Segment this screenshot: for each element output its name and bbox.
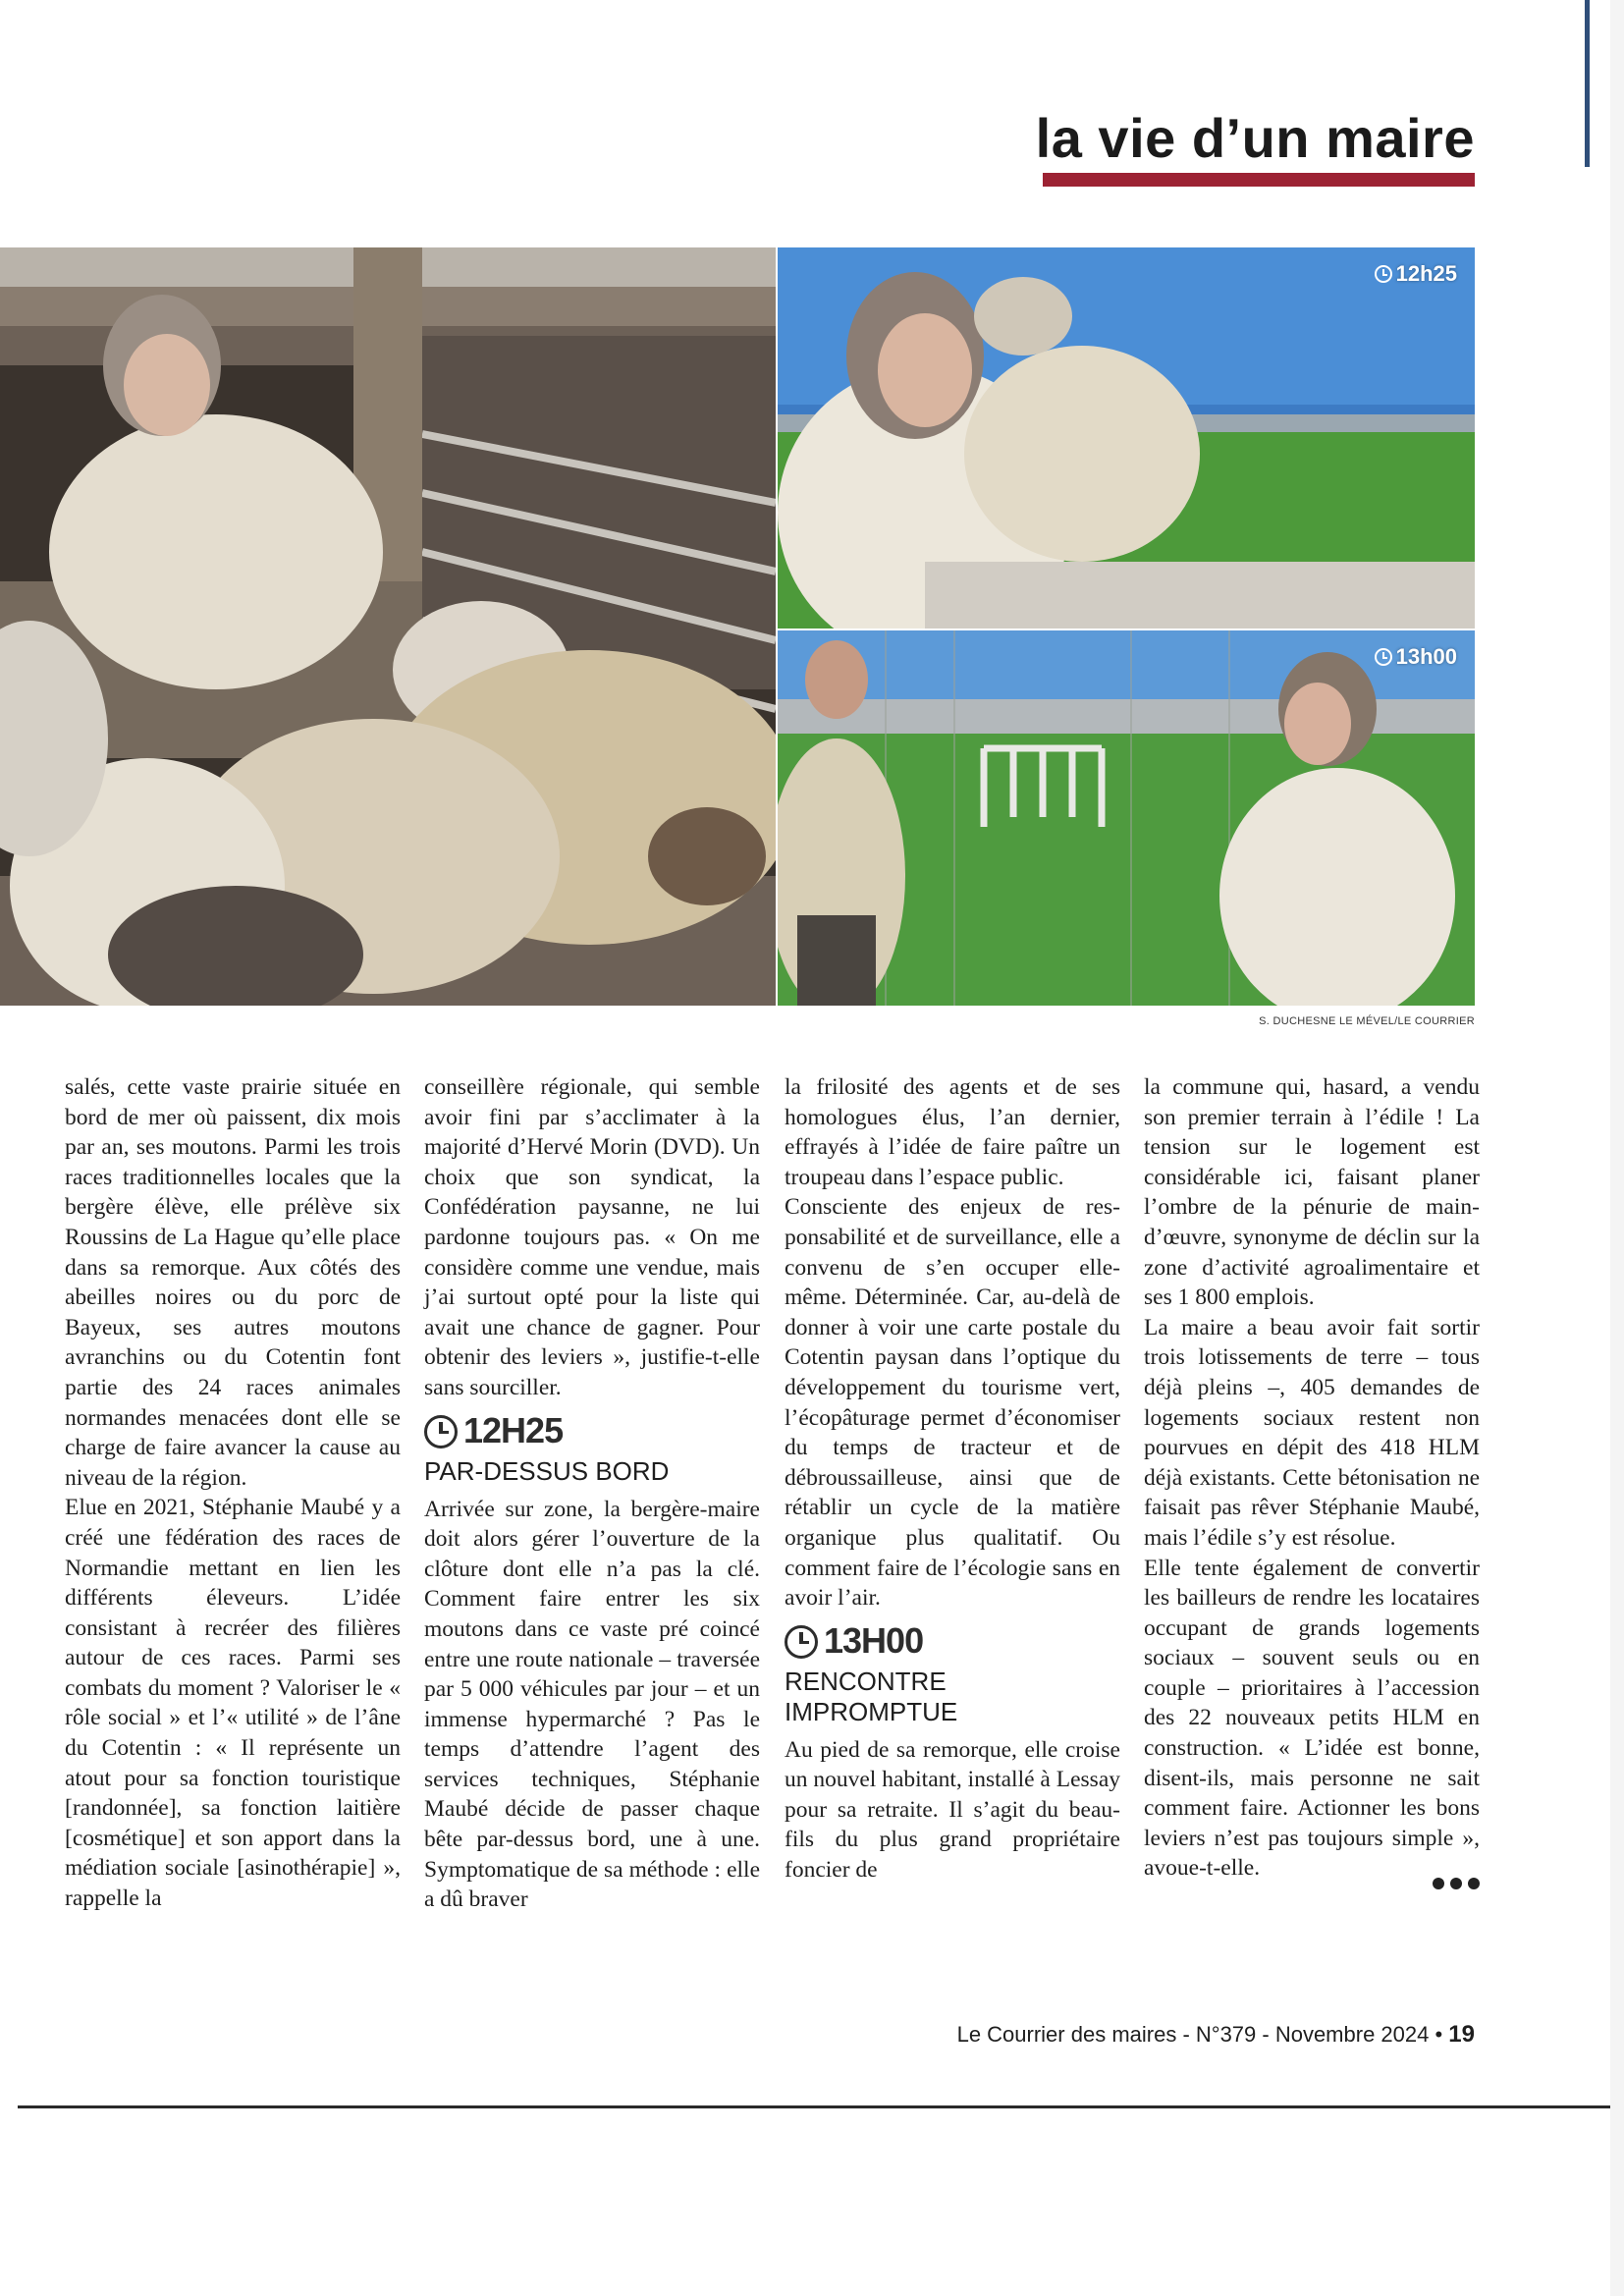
paragraph: la commune qui, hasard, a vendu son premier terrain à l’édile ! La tension sur le logement est considérable ici, faisant planer l’ombre de la pénurie de main-d’œuvre, synonyme de déclin sur la zone d’activité agroalimentaire et ses 1 800 emplois. — [1144, 1074, 1480, 1311]
photo-credit: S. DUCHESNE LE MÉVEL/LE COURRIER — [1259, 1015, 1475, 1027]
paragraph: Elle tente également de convertir les bailleurs de rendre les locataires occupant de grands logements sociaux – souvent seuls ou en couple – prioritaires à l’accession des 22 nouveaux petits HLM en construction. « L’idée est bonne, disent-ils, mais personne ne sait comment faire. Actionner les bons leviers n’est pas toujours simple », avoue-t-elle. — [1144, 1555, 1480, 1882]
subheading: PAR-DESSUS BORD — [424, 1455, 670, 1486]
page-edge-shadow — [1610, 0, 1624, 2296]
paragraph: la frilosité des agents et de ses homologues élus, l’an dernier, effrayés à l’idée de faire paître un troupeau dans l’espace public. — [785, 1074, 1120, 1190]
paragraph: conseillère régionale, qui semble avoir fini par s’acclimater à la majorité d’Hervé Morin (DVD). Un choix que son syndicat, la Confédération paysanne, ne lui pardonne toujours pas. « On me considère comme une vendue, mais j’ai surtout opté pour la liste qui avait une chance de gagner. Pour obtenir des leviers », justifie-t-elle sans sourciller. — [424, 1074, 760, 1400]
photo-meeting-resident — [778, 630, 1475, 1006]
paragraph: salés, cette vaste prairie située en bord de mer où paissent, dix mois par an, ses moutons. Parmi les trois races traditionnelles locales que la bergère élève, elle prélève six Roussins de La Hague qu’elle place dans sa remorque. Aux côtés des abeilles noires ou du porc de Bayeux, ses autres moutons avranchins ou du Cotentin font partie des 24 races animales normandes menacées dont elle se charge de faire avancer la cause au niveau de la région. — [65, 1074, 401, 1491]
article-column-4 — [1144, 1072, 1480, 1889]
footer-publication: Le Courrier des maires - N°379 - Novembre 2024 • — [956, 2022, 1443, 2047]
photo-lifting-sheep — [778, 247, 1475, 629]
page-edge-blue-line — [1585, 0, 1590, 167]
clock-icon — [1375, 648, 1392, 666]
subheading: RENCONTRE IMPROMPTUE — [785, 1666, 958, 1726]
page-footer — [957, 2021, 1475, 2049]
clock-icon — [424, 1415, 458, 1449]
clock-icon — [785, 1625, 818, 1659]
paragraph: Elue en 2021, Stéphanie Maubé y a créé une fédération des races de Normandie mettant en lien les différents éleveurs. L’idée consistant à recréer des filières autour de ces races. Parmi ses combats du moment ? Valoriser le « rôle social » et l’« utilité » de l’âne du Cotentin : « Il représente un atout pour sa fonction touristique [randonnée], sa fonction laitière [cosmétique] et son apport dans la médiation sociale [asinothérapie] », rappelle la — [65, 1495, 401, 1912]
article-column-2 — [424, 1072, 760, 1915]
time-badge-12h25: 12h25 — [1375, 261, 1457, 287]
time-badge-13h00: 13h00 — [1375, 644, 1457, 670]
section-title-rule — [1043, 173, 1475, 187]
paragraph: La maire a beau avoir fait sortir trois lotissements de terre – tous déjà pleins –, 405 demandes de logements sociaux restent non pourvues en dépit des 418 HLM déjà existants. Cette bétonisation ne faisait pas rêver Stéphanie Maubé, mais l’édile s’y est résolue. — [1144, 1314, 1480, 1551]
page-bottom-edge — [18, 2105, 1610, 2108]
article-column-1 — [65, 1072, 401, 1914]
hour-heading-13h00: 13H00 — [785, 1625, 1120, 1659]
article-column-3 — [785, 1072, 1120, 1886]
clock-icon — [1375, 265, 1392, 283]
section-title: la vie d’un maire — [1035, 107, 1475, 169]
paragraph: Consciente des enjeux de responsabilité et de surveillance, elle a convenu de s’en occuper elle-même. Déterminée. Car, au-delà de donner à voir une carte postale du Cotentin paysan dans l’optique du développement du tourisme vert, l’écopâturage permet d’économiser du temps de tracteur et de débroussailleuse, ainsi que de rétablir un cycle de la matière organique plus qualitatif. Ou comment faire de l’écologie sans en avoir l’air. — [785, 1194, 1120, 1612]
paragraph: Au pied de sa remorque, elle croise un nouvel habitant, installé à Lessay pour sa retraite. Il s’agit du beau-fils du plus grand propriétaire foncier de — [785, 1736, 1120, 1884]
paragraph: Arrivée sur zone, la bergère-maire doit alors gérer l’ouverture de la clôture dont elle n’a pas la clé. Comment faire entrer les six moutons dans ce vaste pré coincé entre une route nationale – traversée par 5 000 véhicules par jour – et un immense hypermarché ? Pas le temps d’attendre l’agent des services techniques, Stéphanie Maubé décide de passer chaque bête par-dessus bord, une à une. Symptomatique de sa méthode : elle a dû braver — [424, 1496, 760, 1913]
page-number: 19 — [1448, 2021, 1475, 2048]
hour-heading-12h25: 12H25 — [424, 1415, 760, 1449]
photo-sheep-pen — [0, 247, 776, 1006]
